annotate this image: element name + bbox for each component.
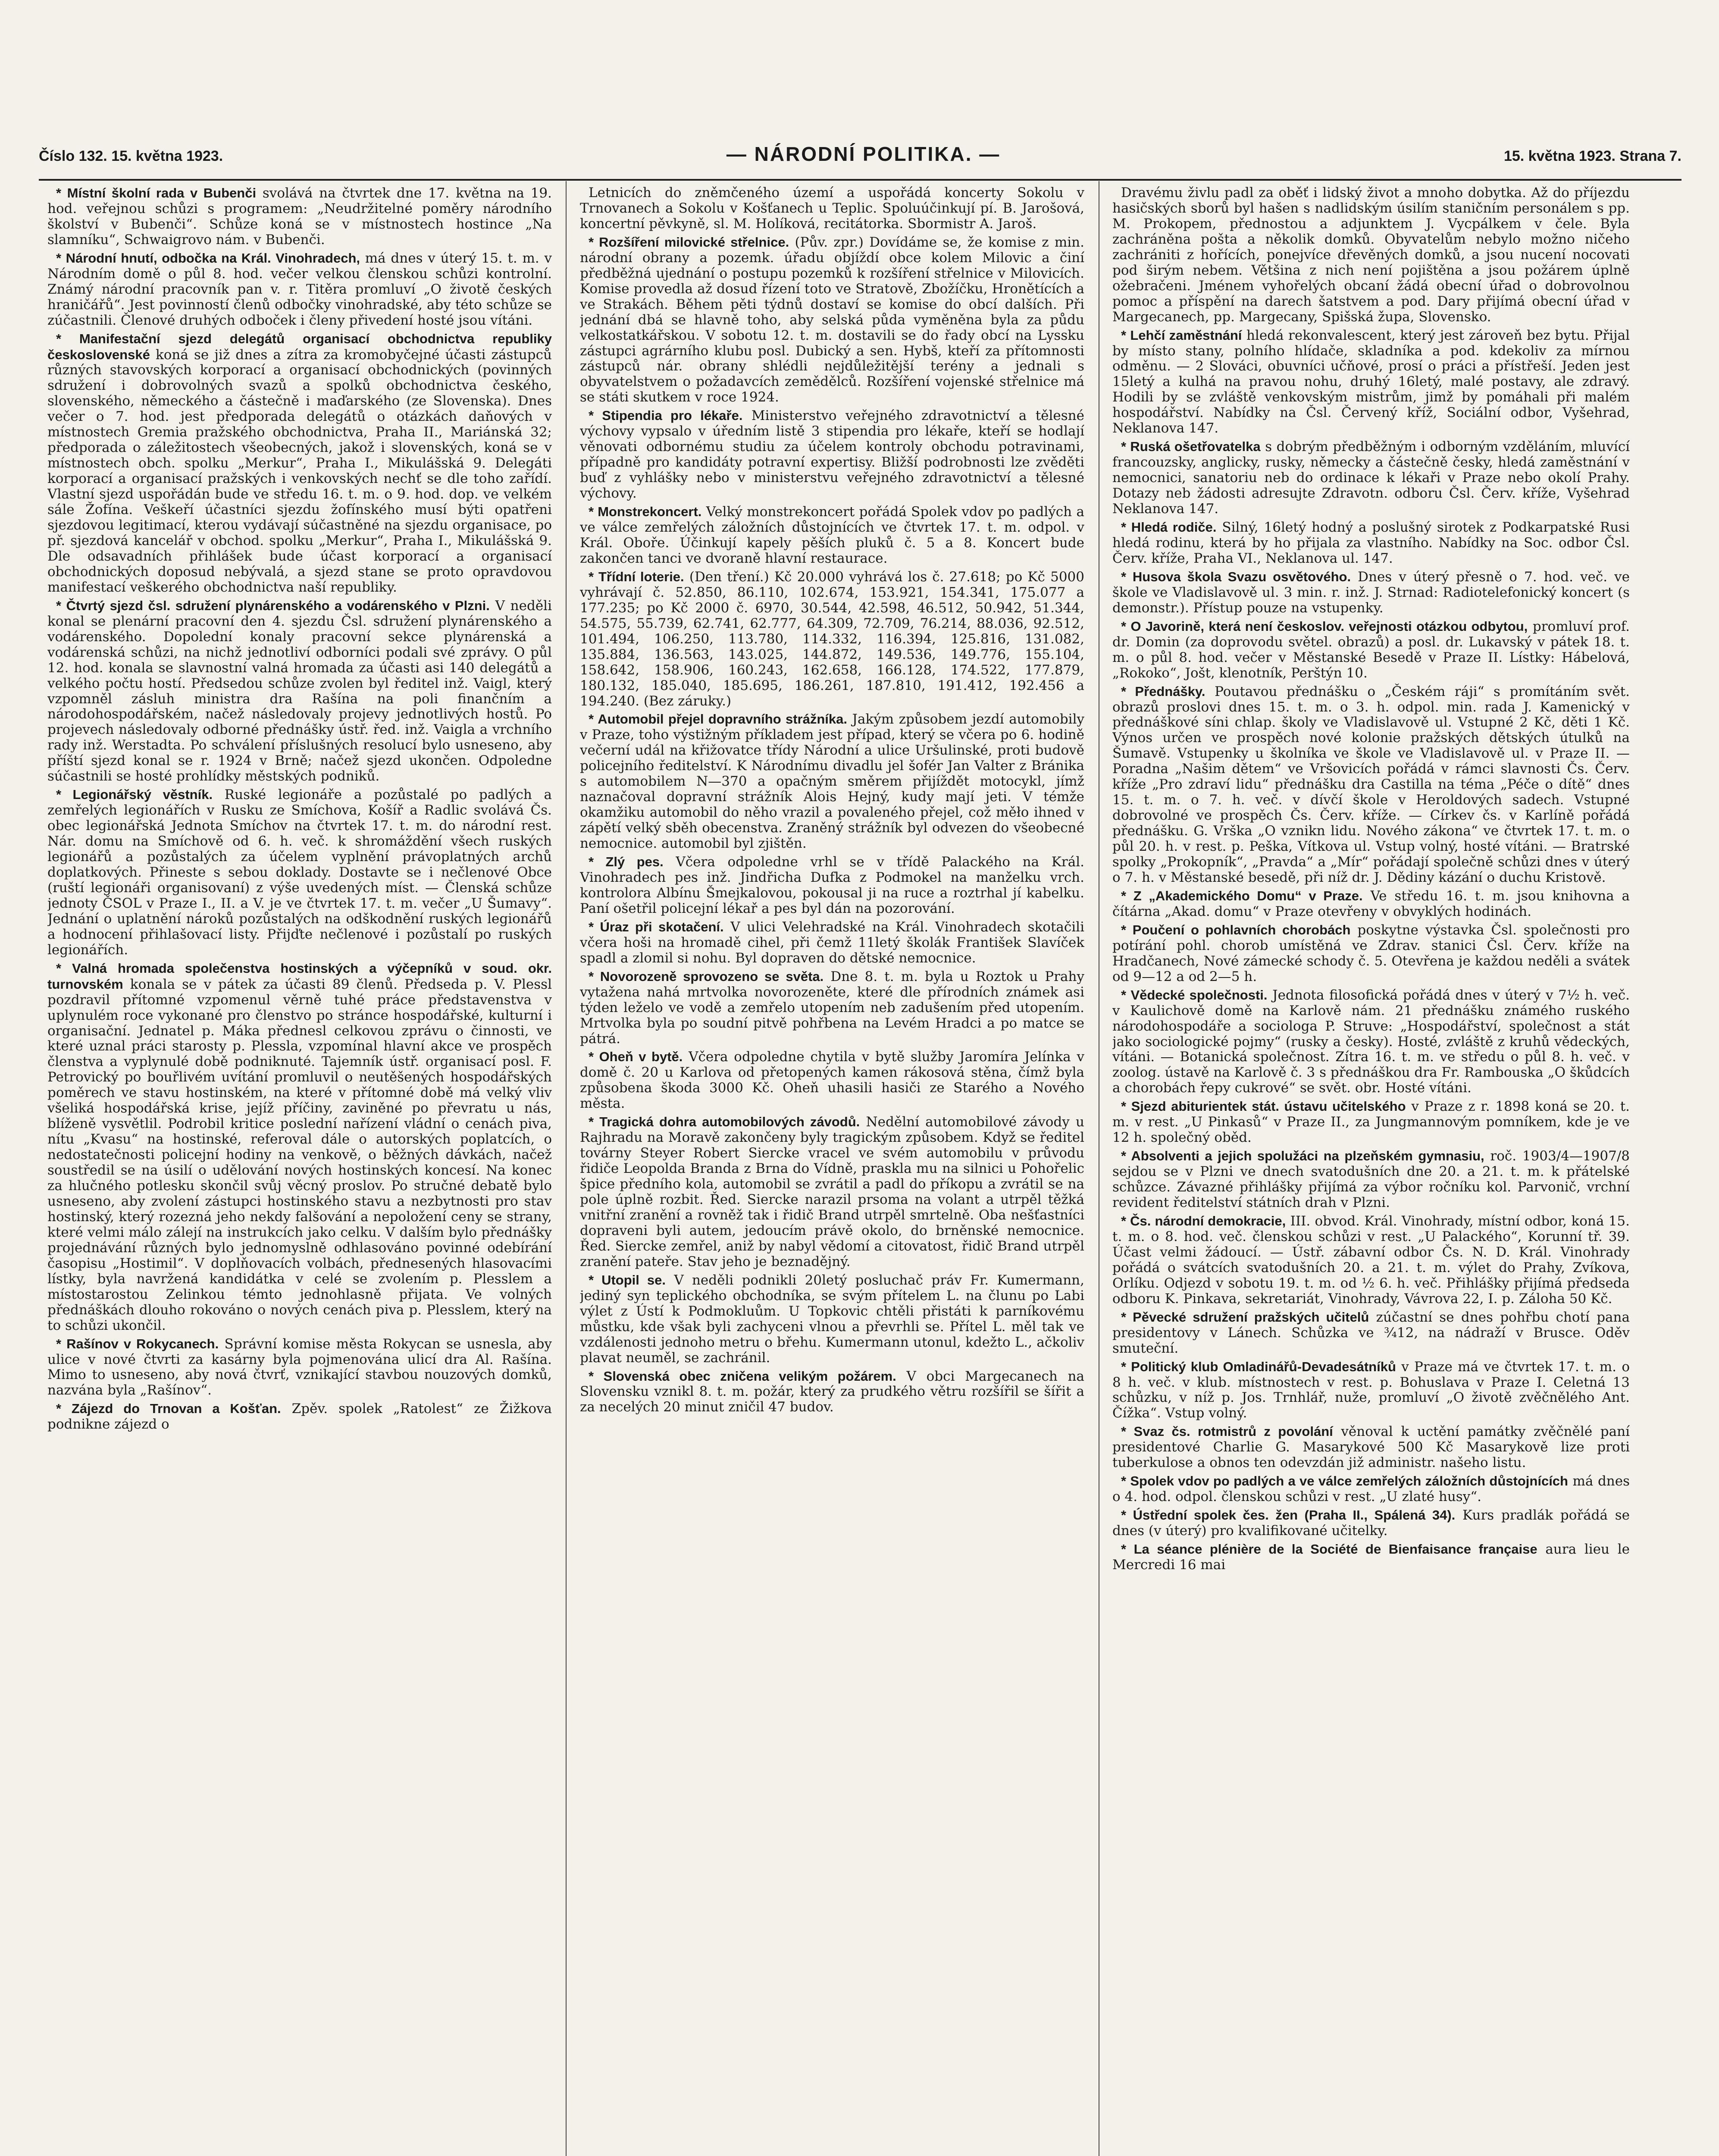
article-title: * Husova škola Svazu osvětového.	[1121, 569, 1351, 584]
article	[47, 331, 552, 595]
article	[1112, 987, 1630, 1097]
article-body: má dnes v úterý 15. t. m. v Národním domě o půl 8. hod. večer velkou členskou schůzi kontrolní. Známý národní pracovník pan v. r. Titěra promluví „O životě českých hraničářů“. Jest povinností členů odbočky vinohradské, aby této schůze se zúčastnili. Členové druhých odboček i členy přivedení hosté jsou vítáni.	[47, 250, 552, 328]
article	[47, 251, 552, 329]
article-title: * Místní školní rada v Bubenči	[56, 185, 256, 201]
article-title: * Ústřední spolek čes. žen (Praha II., Spálená 34).	[1121, 1507, 1455, 1523]
article	[580, 969, 1084, 1047]
article-title: * Třídní loterie.	[589, 569, 684, 584]
article-body: koná se již dnes a zítra za kromobyčejné účasti zástupců různých stavovských korporací a organisací obchodnických (povinných sdružení i dobrovolných svazů a spolků obchodnictva českého, slovenského, německého a částečně i maďarského (ze Slovenska). Dnes večer o 7. hod. jest předporada delegátů o otázkách daňových v místnostech Gremia pražského obchodnictva, Praha II., Mariánská 32; předporada o záležitostech všeobecných, jakož i slovenských, koná se v místnostech obch. spolku „Merkur“, Praha I., Mikulášská 9. Delegáti korporací a organisací pražských i venkovských nechť se dle toho zařídí. Vlastní sjezd uspořádán bude ve středu 16. t. m. o 9. hod. dop. ve velkém sále Žofína. Veškeří účastníci sjezdu žofínského musí býti opatřeni sjezdovou legitimací, kterou vydávají súčastněné na sjezdu organisace, po př. sjezdová kancelář v obchod. spolku „Merkur“, Praha I., Mikulášská 9. Dle odsavadních přihlášek bude účast korporací a organisací obchodnických doposud nebývalá, a sjezd stane se proto opravdovou manifestací veškerého obchodnictva naší republiky.	[47, 347, 552, 595]
article-title: * Hledá rodiče.	[1121, 520, 1216, 535]
article	[47, 1336, 552, 1399]
article-title: * Politický klub Omladinářů-Devadesátníků	[1121, 1359, 1396, 1374]
article-body: Jakým způsobem jezdí automobily v Praze, toho výstižným příkladem jest případ, který se včera po 6. hodině večerní udál na křižovatce třídy Národní a ulice Uršulinské, proti budově policejního ředitelství. K Národnímu divadlu jel šofér Jan Valter z Bránika s automobilem N—370 a opačným směrem přijíždět motocykl, jímž naznačoval dopravní strážník Alois Hejný, kudy mají jeti. V témže okamžiku automobil do něho vrazil a povaleného přejel, což měło ihned v zápětí velký sběh obecenstva. Zraněný strážník byl odvezen do všeobecné nemocnice. automobil byl zjištěn.	[580, 711, 1084, 852]
article-title: * Sjezd abiturientek stát. ústavu učitelského	[1121, 1099, 1406, 1114]
column-2	[580, 185, 1084, 2156]
article	[1112, 1359, 1630, 1422]
article-body: poskytne výstavka Čsl. společnosti pro potírání pohl. chorob umístěná ve Zdrav. stanici Čsl. Červ. kříže na Hradčanech, Nové zámecké schody č. 5. Otevřena je každou neděli a svátek od 9—12 a od 2—5 h.	[1112, 922, 1630, 984]
article	[1112, 1310, 1630, 1357]
article-body: s dobrým předběžným i odborným vzděláním, mluvící francouzsky, anglicky, rusky, německy a částečně česky, hledá zaměstnání v nemocnici, sanatoriu neb do ordinace k lékaři v Praze nebo okolí Prahy. Dotazy neb žádosti adresujte Zdravotn. odboru Čsl. Červ. kříže, Vyšehrad Neklanova 147.	[1112, 439, 1630, 517]
article	[580, 1114, 1084, 1270]
article-body: III. obvod. Král. Vinohrady, místní odbor, koná 15. t. m. o 8. hod. več. členskou schůzi v rest. „U Palackého“, Korunní tř. 39. Účast velmi žádoucí. — Ústř. zábavní odbor Čs. N. D. Král. Vinohrady pořádá o svátcích svatodušních 20. a 21. t. m. výlet do Prahy, Zvíkova, Orlíku. Odjezd v sobotu 19. t. m. od ½ 6. h. več. Přihlášky přijímá předseda odboru K. Pinkava, sekretariát, Vinohrady, Vávrova 22, I. p. Záloha 50 Kč.	[1112, 1213, 1630, 1307]
article	[1112, 888, 1630, 920]
article	[1112, 684, 1630, 886]
article-body: (Den tření.) Kč 20.000 vyhrává los č. 27.618; po Kč 5000 vyhrávají č. 52.850, 86.110, 102.674, 153.921, 154.341, 175.077 a 177.235; po Kč 2000 č. 6970, 30.544, 42.598, 46.512, 50.942, 51.344, 54.575, 55.739, 62.741, 62.777, 64.309, 72.709, 76.214, 88.036, 92.512, 101.494, 106.250, 113.780, 114.332, 116.394, 125.816, 131.082, 135.884, 136.563, 143.025, 144.872, 149.536, 149.776, 155.104, 158.642, 158.906, 160.243, 162.658, 166.128, 174.522, 177.879, 180.132, 185.040, 185.695, 186.261, 187.810, 191.412, 192.456 a 194.240. (Bez záruky.)	[580, 569, 1084, 709]
article-body: má dnes o 4. hod. odpol. členskou schůzi v rest. „U zlaté husy“.	[1112, 1473, 1630, 1505]
column-3	[1112, 185, 1630, 2156]
article	[1112, 328, 1630, 437]
article-title: * La séance plénière de la Société de Bienfaisance française	[1121, 1542, 1537, 1557]
article-body: Dnes v úterý přesně o 7. hod. več. ve škole ve Vladislavově ul. 3 min. r. inž. J. Strnad: Radiotelefonický koncert (s demonstr.). Přístup pouze na vstupenky.	[1112, 569, 1630, 616]
article-title: * Čs. národní demokracie,	[1121, 1213, 1286, 1228]
article	[1112, 1507, 1630, 1539]
article-title: * Národní hnutí, odbočka na Král. Vinohradech,	[56, 251, 360, 266]
article-title: * Zájezd do Trnovan a Košťan.	[56, 1401, 281, 1416]
article	[580, 185, 1084, 232]
article	[1112, 439, 1630, 517]
page-number: 15. května 1923. Strana 7.	[1503, 148, 1681, 164]
column-1	[47, 185, 552, 2156]
article-title: * Úraz při skotačení.	[589, 919, 724, 934]
article	[580, 1049, 1084, 1112]
article-title: * Vědecké společnosti.	[1121, 987, 1268, 1003]
article-title: * Ruská ošetřovatelka	[1121, 439, 1261, 454]
article-body: V neděli konal se plenární pracovní den 4. sjezdu Čsl. sdružení plynárenského a vodárenského. Dopolední konaly pracovní sekce plynárenská a vodárenská schůzi, na nichž jednotliví odborníci podali své zprávy. O půl 12. hod. konala se slavnostní valná hromada za účasti asi 140 delegátů a velkého počtu hostí. Předsedou schůze zvolen byl ředitel inž. Vaigl, který vzpomněl zásluh ministra dra Rašína na poli finančním a národohospodářském, načež následovaly projevy jednotlivých hostů. Po projevech následovaly odborné přednášky ústř. řed. inž. Vaigla a vrchního rady inž. Werstadta. Po schválení příslušných resolucí bylo usneseno, aby příští sjezd konal se r. 1924 v Brně; načež sjezd ukončen. Odpoledne súčastnili se hosté prohlídky městských podniků.	[47, 598, 552, 784]
article-title: * Valná hromada společenstva hostinských a výčepníků v soud. okr. turnovském	[47, 961, 552, 992]
article	[580, 711, 1084, 852]
article-title: * Legionářský věstník.	[56, 787, 213, 802]
article	[580, 408, 1084, 501]
article-body: aura lieu le Mercredi 16 mai	[1112, 1542, 1630, 1573]
article	[580, 854, 1084, 917]
article	[1112, 1473, 1630, 1505]
article-body: Velký monstrekoncert pořádá Spolek vdov po padlých a ve válce zemřelých záložních důstojnících ve čtvrtek 17. t. m. odpol. v Král. Oboře. Účinkují kapely pěších pluků č. 5 a 8. Koncert bude zakončen tanci ve dvoraně hlavní restaurace.	[580, 504, 1084, 566]
article-body: roč. 1903/4—1907/8 sejdou se v Plzni ve dnech svatodušních dne 20. a 21. t. m. k přátelské schůzce. Závazné přihlášky přijímá za výbor ročníku kol. Parvonič, vrchní revident ředitelství státních drah v Plzni.	[1112, 1148, 1630, 1211]
article	[47, 961, 552, 1334]
article-body: věnoval k uctění památky zvěčnělé paní presidentové Charlie G. Masarykové 500 Kč Masarykově lize proti tuberkulose a obnos ten odevzdán již administr. našeho listu.	[1112, 1424, 1630, 1471]
article-body: Ministerstvo veřejného zdravotnictví a tělesné výchovy vypsalo v úředním listě 3 stipendia pro lékaře, kteří se hodlají věnovati odbornému studiu za účelem kontroly obchodu potravinami, případně pro kandidáty potravní expertisy. Bližší podrobnosti lze zvěděti buď z vyhlášky nebo v ministerstvu veřejného zdravotnictví a tělesné výchovy.	[580, 408, 1084, 501]
article-body: Jednota filosofická pořádá dnes v úterý v 7½ h. več. v Kaulichově domě na Karlově nám. 21 přednášku známého ruského národohospodáře a sociologa P. Struve: „Hospodářství, společnost a stát jako sociologické pojmy“ (rusky a česky). Hosté, zvláště z kruhů vědeckých, vítáni. — Botanická společnost. Zítra 16. t. m. ve středu o půl 8. h. več. v zoolog. ústavě na Karlově č. 3 s přednáškou dra Fr. Rambouska „O škůdcích a chorobách řepy cukrové“ se svět. obr. Hosté vítáni.	[1112, 987, 1630, 1096]
article-body: promluví prof. dr. Domin (za doprovodu světel. obrazů) a posl. dr. Lukavský v pátek 18. t. m. o půl 8. hod. večer v Městanské Besedě v Praze II. Lístky: Hábelová, „Rokoko“, Jošt, klenotník, Perštýn 10.	[1112, 618, 1630, 681]
article	[580, 504, 1084, 567]
article-body: Včera odpoledne chytila v bytě služby Jaromíra Jelínka v domě č. 20 u Karlova od přetopených kamen rákosová stěna, čímž byla způsobena škoda 3000 Kč. Oheň uhasili hasiči ze Starého a Nového města.	[580, 1049, 1084, 1112]
header-rule	[39, 179, 1681, 181]
article-title: * Absolventi a jejich spolužáci na plzeňském gymnasiu,	[1121, 1148, 1484, 1163]
article-body: Silný, 16letý hodný a poslušný sirotek z Podkarpatské Rusi hledá rodinu, která by ho přijala za vlastního. Nabídky na Soc. odbor Čsl. Červ. kříže, Praha VI., Neklanova ul. 147.	[1112, 520, 1630, 566]
article	[1112, 520, 1630, 567]
article-body: svolává na čtvrtek dne 17. května na 19. hod. veřejnou schůzi s programem: „Neudržitelné poměry národního školství v Bubenči“. Schůze koná se v místnostech hostince „Na slamníku“, Schwaigrovo nám. v Bubenči.	[47, 185, 552, 248]
article	[1112, 619, 1630, 681]
article	[47, 1401, 552, 1432]
article-title: * Svaz čs. rotmistrů z povolání	[1121, 1424, 1333, 1439]
article-title: * Oheň v bytě.	[589, 1049, 683, 1064]
article-title: * Zlý pes.	[589, 854, 664, 869]
article	[47, 598, 552, 784]
article-body: Nedělní automobilové závody u Rajhradu na Moravě zakončeny byly tragickým způsobem. Když se ředitel továrny Steyer Robert Siercke vracel ve svém automobilu v průvodu řidiče Leopolda Branda z Brna do Vídně, praskla mu na silnici u Pohořelic špice předního kola, automobil se zvrátil a padl do příkopu a zvrátil se na pole úplně rozbit. Řed. Siercke narazil prsoma na volant a utrpěl těžká vnitřní zranění a rovněž tak i řidič Brand utrpěl smrtelně. Oba nešťastníci dopraveni byli autem, jedoucím právě okolo, do brněnské nemocnice. Řed. Siercke zemřel, aniž by nabyl vědomí a citovatost, řidič Brand utrpěl zranění pateře. Stav jeho je beznadějný.	[580, 1114, 1084, 1269]
article-body: Ve středu 16. t. m. jsou knihovna a čítárna „Akad. domu“ v Praze otevřeny v obvyklých hodinách.	[1112, 888, 1630, 919]
article	[1112, 1542, 1630, 1573]
article-body: zúčastní se dnes pohřbu chotí pana presidentovy v Lánech. Schůzka ve ¾12, na nádraží v Brusce. Oděv smuteční.	[1112, 1309, 1630, 1356]
page-header	[39, 142, 1681, 177]
article-body: Kurs pradlák pořádá se dnes (v úterý) pro kvalifikované učitelky.	[1112, 1507, 1630, 1539]
article-body: v Praze má ve čtvrtek 17. t. m. o 8 h. več. v klub. místnostech v rest. p. Bohuslava v Praze I. Celetná 13 schůzku, v níž p. Jos. Trnhlář, nuže, promluví „O životě zvěčnělého Ant. Čížka“. Vstup volný.	[1112, 1359, 1630, 1421]
column-divider	[566, 181, 567, 2156]
article-body: V neděli podnikli 20letý posluchač práv Fr. Kumermann, jediný syn teplického obchodníka, se svým přítelem L. na člunu po Labi výlet z Ústí k Podmokluům. U Topkovic chtěli přistáti k parníkovému můstku, kde však byli zachyceni vlnou a převrhli se. Přítel L. měl tak ve vzdálenosti jednoho metru o břehu. Kumermann utonul, kdežto L., ačkoliv plavat neuměl, se zachránil.	[580, 1272, 1084, 1366]
article	[580, 1272, 1084, 1366]
article-title: * Tragická dohra automobilových závodů.	[589, 1114, 860, 1129]
article-body: konala se v pátek za účasti 89 členů. Předseda p. V. Plessl pozdravil přítomné vzpomenul věrně tuhé práce představenstva v uplynulém roce vykonané pro členstvo po stránce hospodářské, kulturní i organisační. Jednatel p. Máka přednesl celkovou zprávu o činnosti, ve které uznal práci starosty p. Plessla, vzpomínal hlavní akce ve prospěch členstva a vyplynulé době podniknuté. Tajemník ústř. organisací posl. F. Petrovický po bouřlivém uvítání promluvil o neutěšených hospodářských poměrech ve stavu hostinském, na které v přítomné době má velký vliv všeliká hospodářská krise, jejíž příčiny, zaviněné po převratu u nás, blíženě vysvětlil. Podrobil kritice poslední nařízení vládní o cenách piva, nítu „Kvasu“ na hostinské, referoval dále o autorských poplatcích, o nedostatečnosti policejní hodiny na venkově, o běžných dávkách, načež soustředil se na úsilí o udělování nových hostinských koncesí. Na konec za hlučného potlesku skončil svůj věcný proslov. Po stručné debatě bylo usneseno, aby zvolení zástupci hostinského stavu a nezbytnosti pro stav hostinský, který rozezná jeho nekdy falšování a nepoložení ceny se strany, které velmi málo zálejí na instrukcích jako celku. V dalším bylo přednášky projednávání různých bylo jednomyslně odhlasováno povinné odebírání časopisu „Hostimil“. V doplňovacích volbách, přednesených hlasovacími lístky, byla navržená kandidátka v celé se zvolením p. Plesslem a místostarostou Zelinkou témto jednohlasně přijata. Ve volných přednáškách dlouho rokováno o nových cenách piva p. Plesslem, který na to schůzi ukončil.	[47, 976, 552, 1333]
article-title: * Z „Akademického Domu“ v Praze.	[1121, 888, 1363, 903]
article	[580, 569, 1084, 709]
article	[580, 919, 1084, 966]
article-title: * Pěvecké sdružení pražských učitelů	[1121, 1310, 1369, 1325]
article	[1112, 1148, 1630, 1211]
article-body: V obci Margecanech na Slovensku vznikl 8. t. m. požár, který za prudkého větru rozšířil se šířit a za necelých 20 minut zničil 47 budov.	[580, 1368, 1084, 1415]
article-body: Správní komise města Rokycan se usnesla, aby ulice v nové čtvrti za kasárny byla pojmenována ulicí dra Al. Rašína. Mimo to usneseno, aby nová čtvrť, vznikající stavbou nouzových domků, nazvána byla „Rašínov“.	[47, 1336, 552, 1398]
article-title: * Stipendia pro lékaře.	[589, 408, 742, 423]
article-title: * Spolek vdov po padlých a ve válce zemřelých záložních důstojnících	[1121, 1473, 1568, 1489]
article-title: * Novorozeně sprovozeno se světa.	[589, 969, 823, 984]
article-title: * Čtvrtý sjezd čsl. sdružení plynárenského a vodárenského v Plzni.	[56, 598, 490, 613]
article-body: Poutavou přednášku o „Českém ráji“ s promítáním svět. obrazů proslovi dnes 15. t. m. o 3. h. odpol. min. rada J. Kamenický v přednáškové síni chlap. školy ve Vladislavově ul. Vstupné 2 Kč, děti 1 Kč. Výnos určen ve prospěch nové kolonie pražských dětských útulků na Šumavě. Vstupenky u školníka ve škole ve Vladislavově ul. v Praze II. — Poradna „Našim dětem“ ve Vršovicích pořádá v rámci slavnosti Čs. Červ. kříže „Pro zdraví lidu“ přednášku dra Castilla na téma „Péče o dítě“ dnes 15. t. m. o 7. h. več. v dívčí škole v Heroldových sadech. Vstupné dobrovolné ve prospěch Čs. Červ. kříže. — Církev čs. v Karlíně pořádá přednášku. G. Vrška „O vznikn lidu. Nového zákona“ ve čtvrtek 17. t. m. o půl 20. h. v rest. p. Peška, Vítkova ul. Vstup volný, hosté vítáni. — Bratrské spolky „Prokopník“, „Pravda“ a „Mír“ pořádají společně schůzi dnes v úterý o 7. h. v Městanské besedě, při níž dr. J. Dědiny kázání o duchu Kristově.	[1112, 683, 1630, 885]
article-title: * Manifestační sjezd delegátů organisací obchodnictva republiky československé	[47, 331, 552, 362]
masthead: — NÁRODNÍ POLITIKA. —	[726, 143, 1001, 165]
article	[580, 235, 1084, 405]
article	[1112, 1213, 1630, 1307]
article-title: * Poučení o pohlavních chorobách	[1121, 922, 1350, 937]
article	[47, 787, 552, 958]
article-body: v Praze z r. 1898 koná se 20. t. m. v rest. „U Pinkasů“ v Praze II., za Jungmannovým pomníkem, kde je ve 12 h. společný oběd.	[1112, 1099, 1630, 1146]
article	[1112, 185, 1630, 325]
article-body: Včera odpoledne vrhl se v třídě Palackého na Král. Vinohradech pes inž. Jindřicha Dufka z Podmokel na manželku vrch. kontrolora Albínu Šmejkalovou, pokousal ji na ruce a roztrhal jí kabelku. Paní ošetřil policejní lékař a pes byl dán na pozorování.	[580, 854, 1084, 916]
article-body: hledá rekonvalescent, který jest zároveň bez bytu. Přijal by místo stany, polního hlídače, skladníka a pod. kdekoliv za mírnou odměnu. — 2 Slováci, obuvníci učňové, prosí o práci a přístřeší. Jeden jest 15letý a kulhá na pravou nohu, druhý 16letý, malé postavy, ale zdravý. Hodili by se zvláště venkovským mistrům, jimž by pomáhali při malém hospodářství. Nabídky na Čsl. Červený kříž, Sociální odbor, Vyšehrad, Neklanova 147.	[1112, 327, 1630, 436]
article-title: * Monstrekoncert.	[589, 504, 701, 519]
article	[47, 185, 552, 248]
article-body: (Pův. zpr.) Dovídáme se, že komise z min. národní obrany a pozemk. úřadu objíždí obce kolem Milovic a činí předběžná ujednání o postupu pozemků k rozšíření střelnice v Milovicích. Komise provedla až dosud řízení toto ve Stratově, Zbožíčku, Hronětících a ve Strakách. Během pěti týdnů dostaví se komise do obcí dalších. Při jednání dbá se hlavně toho, aby selská půda vyměněna byla za půdu velkostatkářskou. V sobotu 12. t. m. dostavili se do řady obcí na Lyssku zástupci agrárního klubu posl. Dubický a sen. Hybš, kteří za přítomnosti zástupců nár. obrany shlédli nejdůležitější terény a jednali s obyvatelstvem o požadavcích zemědělců. Rozšíření vojenské střelnice má se státi skutkem v roce 1924.	[580, 234, 1084, 405]
article-body: Letnicích do zněmčeného území a uspořádá koncerty Sokolu v Trnovanech a Sokolu v Košťanech u Teplic. Spoluúčinkují pí. B. Jarošová, koncertní pěvkyně, sl. M. Holíková, recitátorka. Sbormistr A. Jaroš.	[580, 185, 1084, 232]
issue-number: Číslo 132. 15. května 1923.	[39, 148, 223, 164]
article	[580, 1369, 1084, 1416]
article-title: * Lehčí zaměstnání	[1121, 328, 1242, 343]
article	[1112, 922, 1630, 985]
article	[1112, 1099, 1630, 1146]
article	[1112, 569, 1630, 616]
article-body: Zpěv. spolek „Ratolest“ ze Žižkova podnikne zájezd o	[47, 1401, 552, 1432]
article-body: Dravému živlu padl za oběť i lidský život a mnoho dobytka. Až do příjezdu hasičských sborů byl hašen s nadlidským úsilím staničním personálem s pp. M. Prokopem, přednostou a adjunktem J. Vycpálkem v čele. Byla zachráněna pošta a několik domků. Obyvatelům nebylo možno ničeho zachrániti z hořících, ponejvíce dřevěných domků, a jsou nucení nocovati pod širým nebem. Většina z nich není pojištěna a jsou požárem úplně ožebračeni. Jménem vyhořelých obcaní žádá obecní úřad o dobrovolnou pomoc a příspění na darech šatstvem a pod. Dary přijímá obecní úřad v Margecanech, pp. Margecany, Spišská župa, Slovensko.	[1112, 185, 1630, 325]
article-body: Ruské legionáře a pozůstalé po padlých a zemřelých legionářích v Rusku ze Smíchova, Košíř a Radlic svolává Čs. obec legionářská Jednota Smíchov na čtvrtek 17. t. m. do národní rest. Nár. domu na Smíchově od 6. h. več. k shromáždění všech ruských legionářů a pozůstalých za účelem vyplnění právoplatných archů doplatkových. Přineste s sebou doklady. Dostavte se i nečlenové Obce (ruští legionáři organisovaní) z výše uvedených míst. — Členská schůze jednoty ČSOL v Praze I., II. a V. je ve čtvrtek 17. t. m. večer „U Šumavy“. Jednání o uplatnění nároků pozůstalých na odškodnění ruských legionářů a hodnocení přihlašovací listy. Přijďte nečlenové i pozůstalí po ruských legionářích.	[47, 787, 552, 958]
article-body: V ulici Velehradské na Král. Vinohradech skotačili včera hoši na hromadě cihel, při čemž 11letý školák František Slavíček spadl a zlomil si nohu. Byl dopraven do dětské nemocnice.	[580, 919, 1084, 966]
article-title: * Utopil se.	[589, 1272, 666, 1288]
article	[1112, 1424, 1630, 1471]
article-title: * Přednášky.	[1121, 684, 1205, 699]
article-body: Dne 8. t. m. byla u Roztok u Prahy vytažena nahá mrtvolka novorozeněte, které dle přírodních známek asi týden leželo ve vodě a zemřelo utopením neb zadušením před utopením. Mrtvolka byla po soudní pitvě pohřbena na Levém Hradci a po matce se pátrá.	[580, 968, 1084, 1047]
article-title: * O Javorině, která není českoslov. veřejnosti otázkou odbytou,	[1121, 619, 1528, 634]
article-title: * Automobil přejel dopravního strážníka.	[589, 711, 847, 727]
article-title: * Rašínov v Rokycanech.	[56, 1336, 219, 1351]
article-title: * Slovenská obec zničena velikým požárem.	[589, 1369, 896, 1384]
article-title: * Rozšíření milovické střelnice.	[589, 235, 789, 250]
